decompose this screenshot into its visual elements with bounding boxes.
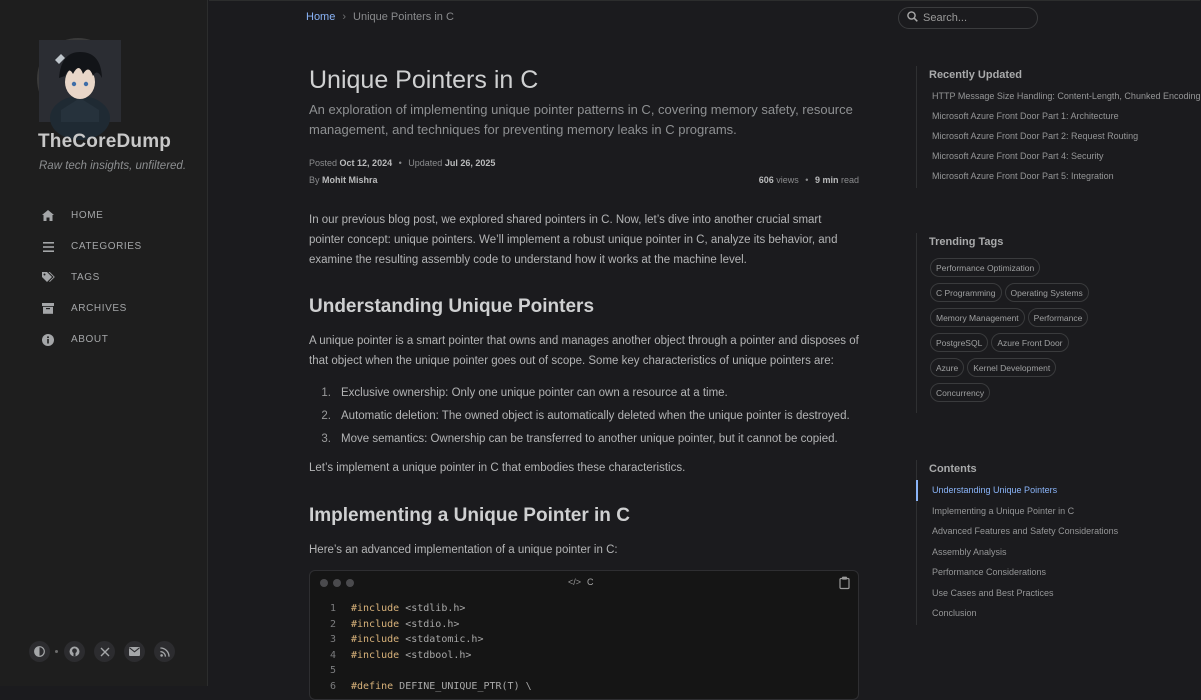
code-line: 5 xyxy=(329,665,336,677)
avatar[interactable] xyxy=(37,38,119,120)
sidebar-nav xyxy=(0,200,208,355)
recent-post-link[interactable]: HTTP Message Size Handling: Content-Length, Chunked Encoding xyxy=(932,91,1201,101)
code-language-label: C xyxy=(587,577,594,587)
toc-item[interactable]: Assembly Analysis xyxy=(932,546,1007,557)
home-icon xyxy=(41,209,55,223)
code-line: 4 #include <stdbool.h> xyxy=(329,649,472,661)
sidebar-item-categories[interactable] xyxy=(0,231,208,262)
author-name[interactable]: Mohit Mishra xyxy=(322,175,378,185)
characteristics-list xyxy=(309,381,859,450)
window-dot xyxy=(346,579,354,587)
list-item: 1. Exclusive ownership: Only one unique pointer can own a resource at a time. xyxy=(321,386,728,399)
by-label: By xyxy=(309,175,320,185)
sidebar-bottom-links xyxy=(29,641,184,662)
breadcrumb-home-link[interactable]: Home xyxy=(306,11,336,23)
contents-title: Contents xyxy=(929,463,977,475)
window-dot xyxy=(320,579,328,587)
sidebar xyxy=(0,0,208,686)
recently-updated-title: Recently Updated xyxy=(929,69,1022,81)
copy-icon[interactable] xyxy=(839,576,851,590)
code-line: 2 #include <stdio.h> xyxy=(329,618,460,630)
sidebar-item-label: HOME xyxy=(71,210,104,221)
sidebar-item-tags[interactable] xyxy=(0,262,208,293)
toc-item[interactable]: Advanced Features and Safety Considerations xyxy=(932,526,1119,536)
site-title[interactable]: TheCoreDump xyxy=(38,131,172,152)
post-description: An exploration of implementing unique pointer patterns in C, covering memory safety, resource management, and techniques for preventing memory leaks in C programs. xyxy=(309,102,853,137)
toc-item[interactable]: Conclusion xyxy=(932,608,977,618)
recent-post-link[interactable]: Microsoft Azure Front Door Part 2: Request Routing xyxy=(932,131,1139,141)
sidebar-item-home[interactable] xyxy=(0,200,208,231)
email-icon[interactable] xyxy=(124,641,145,662)
post-author xyxy=(309,175,378,185)
recent-post-link[interactable]: Microsoft Azure Front Door Part 4: Security xyxy=(932,151,1104,161)
breadcrumb-current: Unique Pointers in C xyxy=(353,11,454,23)
recent-post-link[interactable]: Microsoft Azure Front Door Part 5: Integration xyxy=(932,171,1114,181)
trending-tags-panel xyxy=(916,233,1116,413)
post-dates xyxy=(309,158,495,168)
read-label: read xyxy=(840,175,859,185)
tag-chip[interactable]: Performance Optimization xyxy=(930,258,1040,277)
search-input[interactable] xyxy=(923,12,1033,24)
code-intro-paragraph: Here’s an advanced implementation of a unique pointer in C: xyxy=(309,544,618,556)
separator-dot xyxy=(55,650,58,653)
view-count: 606 xyxy=(758,175,774,185)
breadcrumb-separator: › xyxy=(342,11,347,23)
heading-understanding: Understanding Unique Pointers xyxy=(309,296,595,317)
info-icon xyxy=(41,333,55,347)
sidebar-item-label: TAGS xyxy=(71,272,100,283)
tag-chip[interactable]: Azure xyxy=(930,358,964,377)
sidebar-item-label: CATEGORIES xyxy=(71,241,142,252)
toc-item[interactable]: Performance Considerations xyxy=(932,567,1047,577)
tag-chip[interactable]: Concurrency xyxy=(930,383,990,402)
intro-paragraph: In our previous blog post, we explored shared pointers in C. Now, let’s dive into another crucial smart pointer concept: unique pointers. We’ll implement a robust unique pointer in C, analyze its behavior, and examine the resulting assembly code to understand how it works at the machine level. xyxy=(309,214,838,266)
tag-chip[interactable]: Performance xyxy=(1028,308,1089,327)
code-block xyxy=(309,570,859,700)
list-icon xyxy=(41,240,55,254)
code-body xyxy=(310,595,858,694)
tags-icon xyxy=(41,271,55,285)
tag-chip[interactable]: C Programming xyxy=(930,283,1002,302)
views-label: views xyxy=(776,175,799,185)
archive-icon xyxy=(41,302,55,316)
site-subtitle: Raw tech insights, unfiltered. xyxy=(39,160,187,172)
recently-updated-panel xyxy=(916,66,1201,188)
avatar-image xyxy=(39,40,121,122)
code-icon: </> xyxy=(568,577,582,587)
posted-date: Oct 12, 2024 xyxy=(339,158,393,168)
code-line: 3 #include <stdatomic.h> xyxy=(329,634,484,646)
topbar-border xyxy=(209,0,1200,1)
code-header xyxy=(310,571,858,595)
tag-chip[interactable]: Azure Front Door xyxy=(991,333,1068,352)
meta-separator: • xyxy=(398,158,402,168)
posted-label: Posted xyxy=(309,158,338,168)
toc-item[interactable]: Use Cases and Best Practices xyxy=(932,587,1054,598)
updated-date: Jul 26, 2025 xyxy=(444,158,496,168)
meta-separator: • xyxy=(805,175,809,185)
understanding-paragraph: A unique pointer is a smart pointer that owns and manages another object through a pointer and disposes of that object when the unique pointer goes out of scope. Some key characteristics of unique pointers are: xyxy=(309,335,859,367)
code-line: 6 #define DEFINE_UNIQUE_PTR(T) \ xyxy=(329,680,532,692)
search-box[interactable] xyxy=(898,7,1038,29)
table-of-contents-panel xyxy=(916,460,1119,625)
tag-chip[interactable]: PostgreSQL xyxy=(930,333,988,352)
tag-chip[interactable]: Kernel Development xyxy=(967,358,1056,377)
sidebar-item-label: ABOUT xyxy=(71,334,109,345)
toc-item[interactable]: Implementing a Unique Pointer in C xyxy=(932,505,1075,516)
search-icon xyxy=(907,9,918,27)
heading-implementing: Implementing a Unique Pointer in C xyxy=(309,505,630,526)
recent-post-link[interactable]: Microsoft Azure Front Door Part 1: Architecture xyxy=(932,111,1119,121)
code-language xyxy=(568,577,594,587)
tag-chip[interactable]: Memory Management xyxy=(930,308,1025,327)
list-item: 3. Move semantics: Ownership can be transferred to another unique pointer, but it cannot be copied. xyxy=(321,432,838,445)
breadcrumb xyxy=(306,11,454,23)
sidebar-item-label: ARCHIVES xyxy=(71,303,127,314)
x-twitter-icon[interactable] xyxy=(94,641,115,662)
sidebar-item-about[interactable] xyxy=(0,324,208,355)
tag-chip[interactable]: Operating Systems xyxy=(1005,283,1089,302)
post-title: Unique Pointers in C xyxy=(309,66,539,94)
implement-paragraph: Let’s implement a unique pointer in C that embodies these characteristics. xyxy=(309,462,686,474)
read-time: 9 min xyxy=(814,175,839,185)
toc-item-active[interactable]: Understanding Unique Pointers xyxy=(916,480,1096,501)
theme-toggle-icon[interactable] xyxy=(29,641,50,662)
tag-cloud xyxy=(917,258,1107,408)
code-line: 1 #include <stdlib.h> xyxy=(329,603,466,615)
updated-label: Updated xyxy=(408,158,443,168)
list-item: 2. Automatic deletion: The owned object is automatically deleted when the unique pointer is destroyed. xyxy=(321,409,850,422)
github-icon[interactable] xyxy=(64,641,85,662)
rss-icon[interactable] xyxy=(154,641,175,662)
window-dot xyxy=(333,579,341,587)
trending-tags-title: Trending Tags xyxy=(929,236,1004,248)
post-stats xyxy=(759,175,859,185)
sidebar-item-archives[interactable] xyxy=(0,293,208,324)
